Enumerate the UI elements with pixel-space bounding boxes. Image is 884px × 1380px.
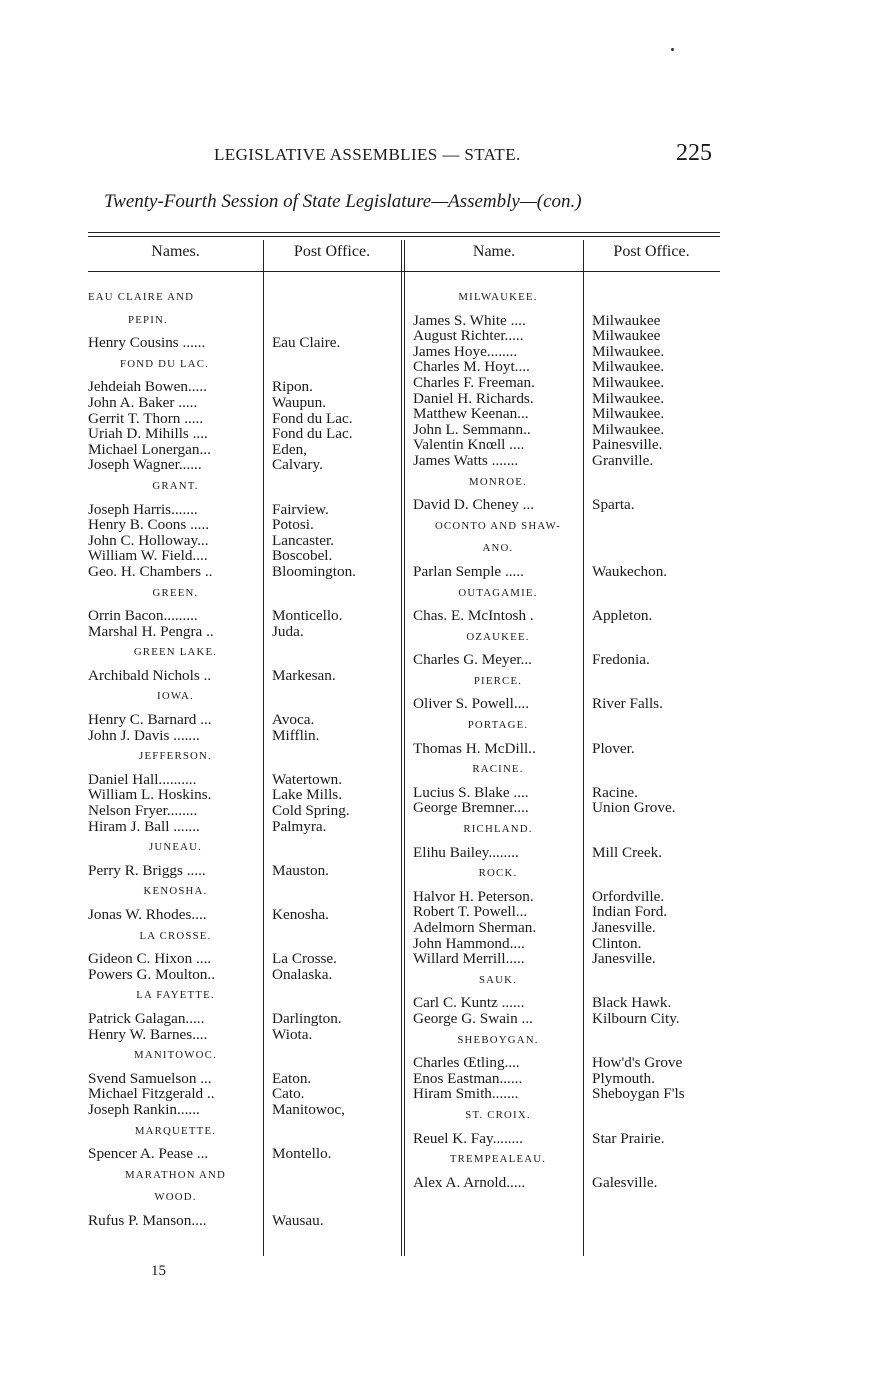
member-name: Chas. E. McIntosh . <box>413 607 534 625</box>
member-name: Patrick Galagan..... <box>88 1009 205 1027</box>
member-post-office: Waupun. <box>272 393 327 411</box>
member-post-office: Waukechon. <box>592 562 668 580</box>
member-post-office: Kilbourn City. <box>592 1009 680 1027</box>
county-heading: MARQUETTE. <box>134 1124 217 1137</box>
member-name: Orrin Bacon......... <box>88 607 198 625</box>
member-post-office: Janesville. <box>592 919 656 936</box>
county-heading-spacer <box>272 884 402 900</box>
member-name: Gideon C. Hixon .... <box>88 950 212 968</box>
county-heading-spacer <box>272 988 402 1004</box>
right-post-office-column <box>592 284 720 1190</box>
county-heading-spacer <box>592 630 720 646</box>
county-heading-spacer <box>272 586 402 602</box>
county-heading-spacer <box>272 1190 402 1206</box>
member-post-office: Kenosha. <box>272 906 329 923</box>
county-heading-spacer <box>272 1048 402 1064</box>
member-post-office: Fredonia. <box>592 651 650 669</box>
county-heading: ANO. <box>482 542 514 555</box>
county-heading-spacer <box>272 929 402 945</box>
member-name: John C. Holloway... <box>88 531 209 549</box>
county-heading: OUTAGAMIE. <box>458 586 538 599</box>
county-heading: MANITOWOC. <box>134 1049 217 1062</box>
member-post-office: Mill Creek. <box>592 843 663 861</box>
county-heading: PEPIN. <box>128 313 168 326</box>
member-post-office: Manitowoc, <box>272 1100 345 1118</box>
county-heading: GREEN. <box>152 586 199 599</box>
county-heading: JUNEAU. <box>148 841 203 854</box>
member-post-office: Galesville. <box>592 1173 658 1191</box>
member-name: Joseph Harris....... <box>88 500 198 518</box>
county-heading: GREEN LAKE. <box>133 646 218 659</box>
member-name: James Hoye........ <box>413 342 518 360</box>
member-name: Willard Merrill..... <box>413 950 525 968</box>
member-post-office: Milwaukee. <box>592 389 665 407</box>
member-post-office: Sparta. <box>592 496 635 514</box>
member-post-office: Lancaster. <box>272 531 334 549</box>
member-name: John A. Baker ..... <box>88 393 198 411</box>
county-heading-spacer <box>272 840 402 856</box>
county-heading: OCONTO AND SHAW- <box>434 519 562 532</box>
member-post-office: Granville. <box>592 451 654 469</box>
table-top-rule-2 <box>88 236 720 237</box>
member-name: Hiram J. Ball ....... <box>88 817 200 835</box>
member-post-office: Cold Spring. <box>272 802 350 820</box>
member-post-office: Racine. <box>592 783 638 801</box>
member-name: Thomas H. McDill.. <box>413 739 536 757</box>
county-heading-spacer <box>592 762 720 778</box>
member-post-office: Bloomington. <box>272 562 356 580</box>
county-heading-spacer <box>592 586 720 602</box>
county-heading: WOOD. <box>154 1191 197 1204</box>
county-heading: TREMPEALEAU. <box>449 1153 547 1166</box>
member-post-office: River Falls. <box>592 695 663 713</box>
member-name: Marshal H. Pengra .. <box>88 622 214 640</box>
county-heading-spacer <box>592 475 720 491</box>
county-heading-spacer <box>272 313 402 329</box>
left-post-office-column <box>272 284 402 1229</box>
member-name: Oliver S. Powell.... <box>413 695 530 713</box>
member-post-office: Fond du Lac. <box>272 409 353 427</box>
county-heading: RACINE. <box>472 763 524 776</box>
member-post-office: Montello. <box>272 1145 332 1163</box>
member-name: Charles M. Hoyt.... <box>413 358 530 376</box>
member-name: George G. Swain ... <box>413 1009 533 1027</box>
member-post-office: Milwaukee. <box>592 420 665 438</box>
member-name: Gerrit T. Thorn ..... <box>88 409 204 427</box>
county-heading: RICHLAND. <box>463 823 533 836</box>
member-post-office: Onalaska. <box>272 965 333 983</box>
member-name: Hiram Smith....... <box>413 1085 519 1103</box>
county-heading-spacer <box>592 1033 720 1049</box>
member-name: Uriah D. Mihills .... <box>88 425 208 443</box>
county-heading: EAU CLAIRE AND <box>88 291 195 303</box>
member-post-office: Star Prairie. <box>592 1129 665 1147</box>
member-post-office: Lake Mills. <box>272 786 343 804</box>
county-heading-spacer <box>592 822 720 838</box>
member-name: Nelson Fryer........ <box>88 802 198 820</box>
member-name: Carl C. Kuntz ...... <box>413 994 525 1012</box>
member-post-office: Potosi. <box>272 516 314 534</box>
county-heading: MILWAUKEE. <box>458 291 538 303</box>
member-post-office: Calvary. <box>272 456 323 474</box>
county-heading-spacer <box>272 479 402 495</box>
county-heading: OZAUKEE. <box>466 630 530 643</box>
member-name: Joseph Rankin...... <box>88 1100 200 1118</box>
right-names-column <box>413 284 583 1190</box>
member-post-office: Watertown. <box>272 770 343 788</box>
member-name: Joseph Wagner...... <box>88 456 202 474</box>
member-name: Henry B. Coons ..... <box>88 516 210 534</box>
county-heading: ROCK. <box>478 867 518 880</box>
member-post-office: Wiota. <box>272 1025 313 1043</box>
member-post-office: Clinton. <box>592 934 642 952</box>
column-divider-2b <box>404 240 405 1256</box>
member-post-office: Cato. <box>272 1085 305 1103</box>
member-post-office: Markesan. <box>272 666 336 684</box>
member-name: Michael Fitzgerald .. <box>88 1085 215 1103</box>
county-heading: KENOSHA. <box>143 885 208 898</box>
member-name: Svend Samuelson ... <box>88 1069 212 1087</box>
member-post-office: Monticello. <box>272 607 343 625</box>
county-heading-spacer <box>592 866 720 882</box>
member-name: James Watts ....... <box>413 451 519 469</box>
member-name: Jonas W. Rhodes.... <box>88 906 207 923</box>
member-post-office: Boscobel. <box>272 547 333 565</box>
member-name: August Richter..... <box>413 327 524 345</box>
county-heading: ST. CROIX. <box>465 1108 531 1121</box>
member-name: Elihu Bailey........ <box>413 843 519 861</box>
member-name: Enos Eastman...... <box>413 1069 523 1087</box>
member-name: Perry R. Briggs ..... <box>88 861 206 879</box>
running-title: LEGISLATIVE ASSEMBLIES — STATE. <box>214 145 521 164</box>
member-post-office: Janesville. <box>592 950 656 968</box>
county-heading-spacer <box>272 645 402 661</box>
column-header-post-office: Post Office. <box>293 243 371 260</box>
member-name: Powers G. Moulton.. <box>88 965 215 983</box>
member-post-office: Black Hawk. <box>592 994 672 1012</box>
page-header <box>0 140 884 169</box>
column-header-name: Name. <box>472 243 516 260</box>
member-post-office: Darlington. <box>272 1009 342 1027</box>
member-name: Valentin Knœll .... <box>413 436 525 454</box>
county-heading-spacer <box>592 290 720 306</box>
member-post-office: Milwaukee. <box>592 373 665 391</box>
speck <box>671 48 674 51</box>
member-name: Henry Cousins ...... <box>88 334 206 352</box>
member-post-office: La Crosse. <box>272 950 337 968</box>
member-post-office: Wausau. <box>272 1211 324 1229</box>
member-name: William W. Field.... <box>88 547 208 565</box>
member-post-office: Avoca. <box>272 711 315 729</box>
county-heading: LA FAYETTE. <box>136 989 215 1002</box>
signature-mark: 15 <box>151 1263 166 1279</box>
member-post-office: How'd's Grove <box>592 1054 683 1072</box>
member-post-office: Milwaukee. <box>592 358 665 376</box>
county-heading-spacer <box>592 541 720 557</box>
member-post-office: Palmyra. <box>272 817 327 835</box>
member-post-office: Plymouth. <box>592 1069 655 1087</box>
member-name: Charles Œtling.... <box>413 1054 520 1072</box>
member-name: Alex A. Arnold..... <box>413 1173 526 1191</box>
county-heading-spacer <box>592 674 720 690</box>
column-header-post-office-2: Post Office. <box>613 243 690 260</box>
member-name: John J. Davis ....... <box>88 726 200 744</box>
member-post-office: Appleton. <box>592 607 653 625</box>
member-name: George Bremner.... <box>413 799 529 817</box>
table-caption: Twenty-Fourth Session of State Legislature—Assembly—(con.) <box>104 191 582 212</box>
member-name: Parlan Semple ..... <box>413 562 524 580</box>
county-heading-spacer <box>592 1152 720 1168</box>
member-name: Halvor H. Peterson. <box>413 887 534 905</box>
member-name: David D. Cheney ... <box>413 496 535 514</box>
column-divider-1 <box>263 240 264 1256</box>
member-post-office: Eau Claire. <box>272 334 341 352</box>
county-heading-spacer <box>272 290 402 306</box>
column-header-names: Names. <box>151 243 200 260</box>
member-post-office: Milwaukee. <box>592 405 665 423</box>
county-heading-spacer <box>592 973 720 989</box>
member-post-office: Fairview. <box>272 500 329 518</box>
member-name: Rufus P. Manson.... <box>88 1211 207 1229</box>
county-heading: JEFFERSON. <box>139 750 212 763</box>
member-name: Matthew Keenan... <box>413 405 529 423</box>
county-heading-spacer <box>592 718 720 734</box>
county-heading-spacer <box>272 1124 402 1140</box>
county-heading-spacer <box>272 749 402 765</box>
member-post-office: Union Grove. <box>592 799 676 817</box>
member-name: Spencer A. Pease ... <box>88 1145 209 1163</box>
member-name: Reuel K. Fay........ <box>413 1129 523 1147</box>
member-post-office: Milwaukee <box>592 327 661 345</box>
county-heading: FOND DU LAC. <box>120 357 210 370</box>
member-name: John Hammond.... <box>413 934 525 952</box>
member-name: Lucius S. Blake .... <box>413 783 529 801</box>
member-post-office: Ripon. <box>272 378 313 396</box>
member-name: Henry C. Barnard ... <box>88 711 212 729</box>
table-top-rule <box>88 232 720 233</box>
county-heading: MARATHON AND <box>124 1168 227 1181</box>
member-post-office: Plover. <box>592 739 635 757</box>
member-post-office: Eaton. <box>272 1069 312 1087</box>
county-heading: SAUK. <box>478 973 518 986</box>
column-divider-3 <box>583 240 584 1256</box>
member-name: Charles G. Meyer... <box>413 651 532 669</box>
member-post-office: Fond du Lac. <box>272 425 353 443</box>
member-post-office: Milwaukee <box>592 311 661 329</box>
member-name: Daniel H. Richards. <box>413 389 534 407</box>
member-name: Jehdeiah Bowen..... <box>88 378 207 396</box>
member-name: Daniel Hall.......... <box>88 770 197 788</box>
member-name: John L. Semmann.. <box>413 420 531 438</box>
county-heading-spacer <box>272 1168 402 1184</box>
county-heading: MONROE. <box>469 475 527 488</box>
member-post-office: Orfordville. <box>592 887 665 905</box>
member-name: Michael Lonergan... <box>88 440 211 458</box>
member-post-office: Painesville. <box>592 436 663 454</box>
member-post-office: Milwaukee. <box>592 342 665 360</box>
member-name: William L. Hoskins. <box>88 786 212 804</box>
county-heading-spacer <box>592 519 720 535</box>
member-name: Geo. H. Chambers .. <box>88 562 213 580</box>
county-heading: IOWA. <box>157 690 194 703</box>
member-name: James S. White .... <box>413 311 526 329</box>
page-number: 225 <box>676 140 712 166</box>
member-post-office: Juda. <box>272 622 304 640</box>
left-names-column <box>88 284 263 1229</box>
county-heading-spacer <box>592 1108 720 1124</box>
county-heading-spacer <box>272 689 402 705</box>
member-post-office: Eden, <box>272 440 308 458</box>
county-heading: SHEBOYGAN. <box>457 1033 539 1046</box>
member-post-office: Mauston. <box>272 861 329 879</box>
county-heading-spacer <box>272 357 402 373</box>
county-heading: GRANT. <box>152 479 199 492</box>
member-name: Adelmorn Sherman. <box>413 919 537 936</box>
member-name: Archibald Nichols .. <box>88 666 212 684</box>
member-name: Henry W. Barnes.... <box>88 1025 208 1043</box>
county-heading: PORTAGE. <box>467 719 529 732</box>
member-post-office: Mifflin. <box>272 726 320 744</box>
member-name: Charles F. Freeman. <box>413 373 535 391</box>
member-post-office: Sheboygan F'ls <box>592 1085 685 1103</box>
member-name: Robert T. Powell... <box>413 903 528 921</box>
member-post-office: Indian Ford. <box>592 903 668 921</box>
county-heading: LA CROSSE. <box>139 929 212 942</box>
county-heading: PIERCE. <box>473 674 523 687</box>
